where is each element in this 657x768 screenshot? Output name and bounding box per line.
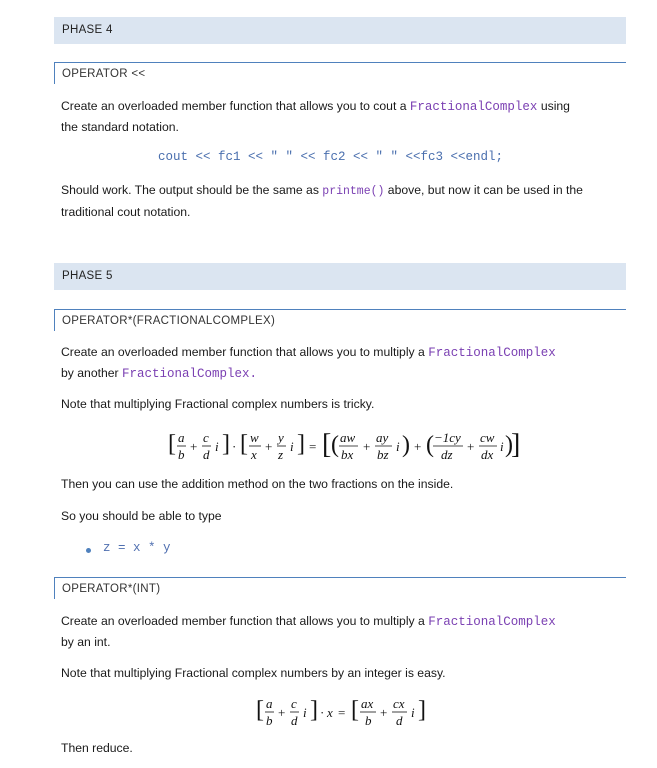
int-multiplication-formula: [256, 688, 436, 734]
svg-text:[: [: [240, 431, 248, 457]
phase4-paragraph-1: [61, 96, 626, 137]
p2-text: Should work. The output should be the same as: [61, 183, 323, 197]
svg-text:+: +: [278, 705, 286, 720]
operator-mult-int-heading: OPERATOR*(INT): [54, 577, 626, 599]
printme-code: printme(): [322, 185, 385, 198]
bullet-icon: [86, 548, 91, 553]
op2-line2: by an int.: [61, 635, 111, 649]
operator-mult-complex-heading: OPERATOR*(FRACTIONALCOMPLEX): [54, 309, 626, 331]
svg-text:a: a: [178, 430, 185, 445]
operator-stream-heading: OPERATOR <<: [54, 62, 626, 84]
svg-text:=: =: [338, 705, 346, 720]
svg-text:c: c: [203, 430, 209, 445]
svg-text:c: c: [291, 696, 297, 711]
op1-paragraph: [61, 342, 626, 384]
svg-text:[: [: [256, 697, 264, 723]
op1-then: Then you can use the addition method on the two fractions on the inside.: [61, 477, 454, 491]
svg-text:d: d: [203, 447, 210, 462]
phase-5-header: PHASE 5: [54, 263, 626, 290]
svg-text:]: ]: [418, 697, 426, 723]
svg-text:(: (: [426, 432, 434, 458]
svg-text:]: ]: [297, 431, 305, 457]
svg-text:[: [: [351, 697, 359, 723]
svg-text:aw: aw: [340, 430, 356, 445]
svg-text:(: (: [331, 432, 339, 458]
svg-text:d: d: [291, 713, 298, 728]
svg-text:x: x: [327, 705, 333, 720]
svg-text:]: ]: [222, 431, 230, 457]
svg-text:i: i: [411, 705, 415, 720]
op2-reduce: Then reduce.: [61, 741, 133, 755]
svg-text:bx: bx: [341, 447, 354, 462]
fractional-complex-code: FractionalComplex: [428, 346, 556, 360]
svg-text:y: y: [278, 430, 284, 445]
svg-text:dz: dz: [441, 447, 453, 462]
svg-text:+: +: [467, 439, 475, 454]
svg-text:): ): [505, 432, 513, 458]
op2-note: Note that multiplying Fractional complex numbers by an integer is easy.: [61, 666, 446, 680]
op1-line2: by another: [61, 366, 122, 380]
p1-line2: the standard notation.: [61, 120, 179, 134]
svg-text:−1cy: −1cy: [434, 430, 461, 445]
op1-text: Create an overloaded member function that allows you to multiply a: [61, 345, 429, 359]
svg-text:ay: ay: [376, 430, 389, 445]
svg-text:]: ]: [511, 429, 521, 460]
op2-paragraph: [61, 611, 626, 652]
svg-text:+: +: [190, 439, 198, 454]
fractional-complex-code: FractionalComplex: [428, 615, 556, 629]
svg-text:+: +: [363, 439, 371, 454]
svg-text:w: w: [250, 430, 259, 445]
svg-text:dx: dx: [481, 447, 494, 462]
svg-text:b: b: [266, 713, 273, 728]
p1-text: Create an overloaded member function that allows you to cout a: [61, 99, 410, 113]
svg-text:[: [: [322, 429, 332, 460]
op1-note: Note that multiplying Fractional complex numbers is tricky.: [61, 397, 375, 411]
svg-text:b: b: [178, 447, 185, 462]
fractional-complex-code: FractionalComplex: [409, 100, 538, 114]
svg-text:+: +: [414, 439, 422, 454]
svg-text:·: ·: [320, 705, 325, 720]
phase-4-header: PHASE 4: [54, 17, 626, 44]
svg-text:a: a: [266, 696, 273, 711]
p2-text-after: above, but now it can be used in the: [384, 183, 583, 197]
svg-text:ax: ax: [361, 696, 374, 711]
cout-code-example: cout << fc1 << " " << fc2 << " " <<fc3 <<endl;: [158, 150, 504, 164]
op2-text: Create an overloaded member function that allows you to multiply a: [61, 614, 429, 628]
period: .: [249, 367, 258, 381]
svg-text:bz: bz: [377, 447, 389, 462]
svg-text:i: i: [290, 439, 294, 454]
svg-text:d: d: [396, 713, 403, 728]
svg-text:]: ]: [310, 697, 318, 723]
complex-multiplication-formula: [168, 420, 521, 472]
p2-line2: traditional cout notation.: [61, 205, 191, 219]
svg-text:=: =: [309, 439, 317, 454]
svg-text:cw: cw: [480, 430, 495, 445]
op1-so: So you should be able to type: [61, 509, 222, 523]
svg-text:): ): [402, 432, 410, 458]
svg-text:b: b: [365, 713, 372, 728]
fractional-complex-code: FractionalComplex: [121, 367, 250, 381]
svg-text:x: x: [251, 447, 257, 462]
p1-text-after: using: [537, 99, 570, 113]
svg-text:i: i: [500, 439, 504, 454]
svg-text:·: ·: [232, 439, 237, 454]
bullet-code-example: z = x * y: [103, 541, 171, 555]
svg-text:[: [: [168, 431, 176, 457]
svg-text:cx: cx: [393, 696, 405, 711]
phase4-paragraph-2: [61, 180, 626, 222]
svg-text:i: i: [303, 705, 307, 720]
svg-text:i: i: [215, 439, 219, 454]
svg-text:+: +: [265, 439, 273, 454]
svg-text:z: z: [278, 447, 284, 462]
svg-text:i: i: [396, 439, 400, 454]
svg-text:+: +: [380, 705, 388, 720]
